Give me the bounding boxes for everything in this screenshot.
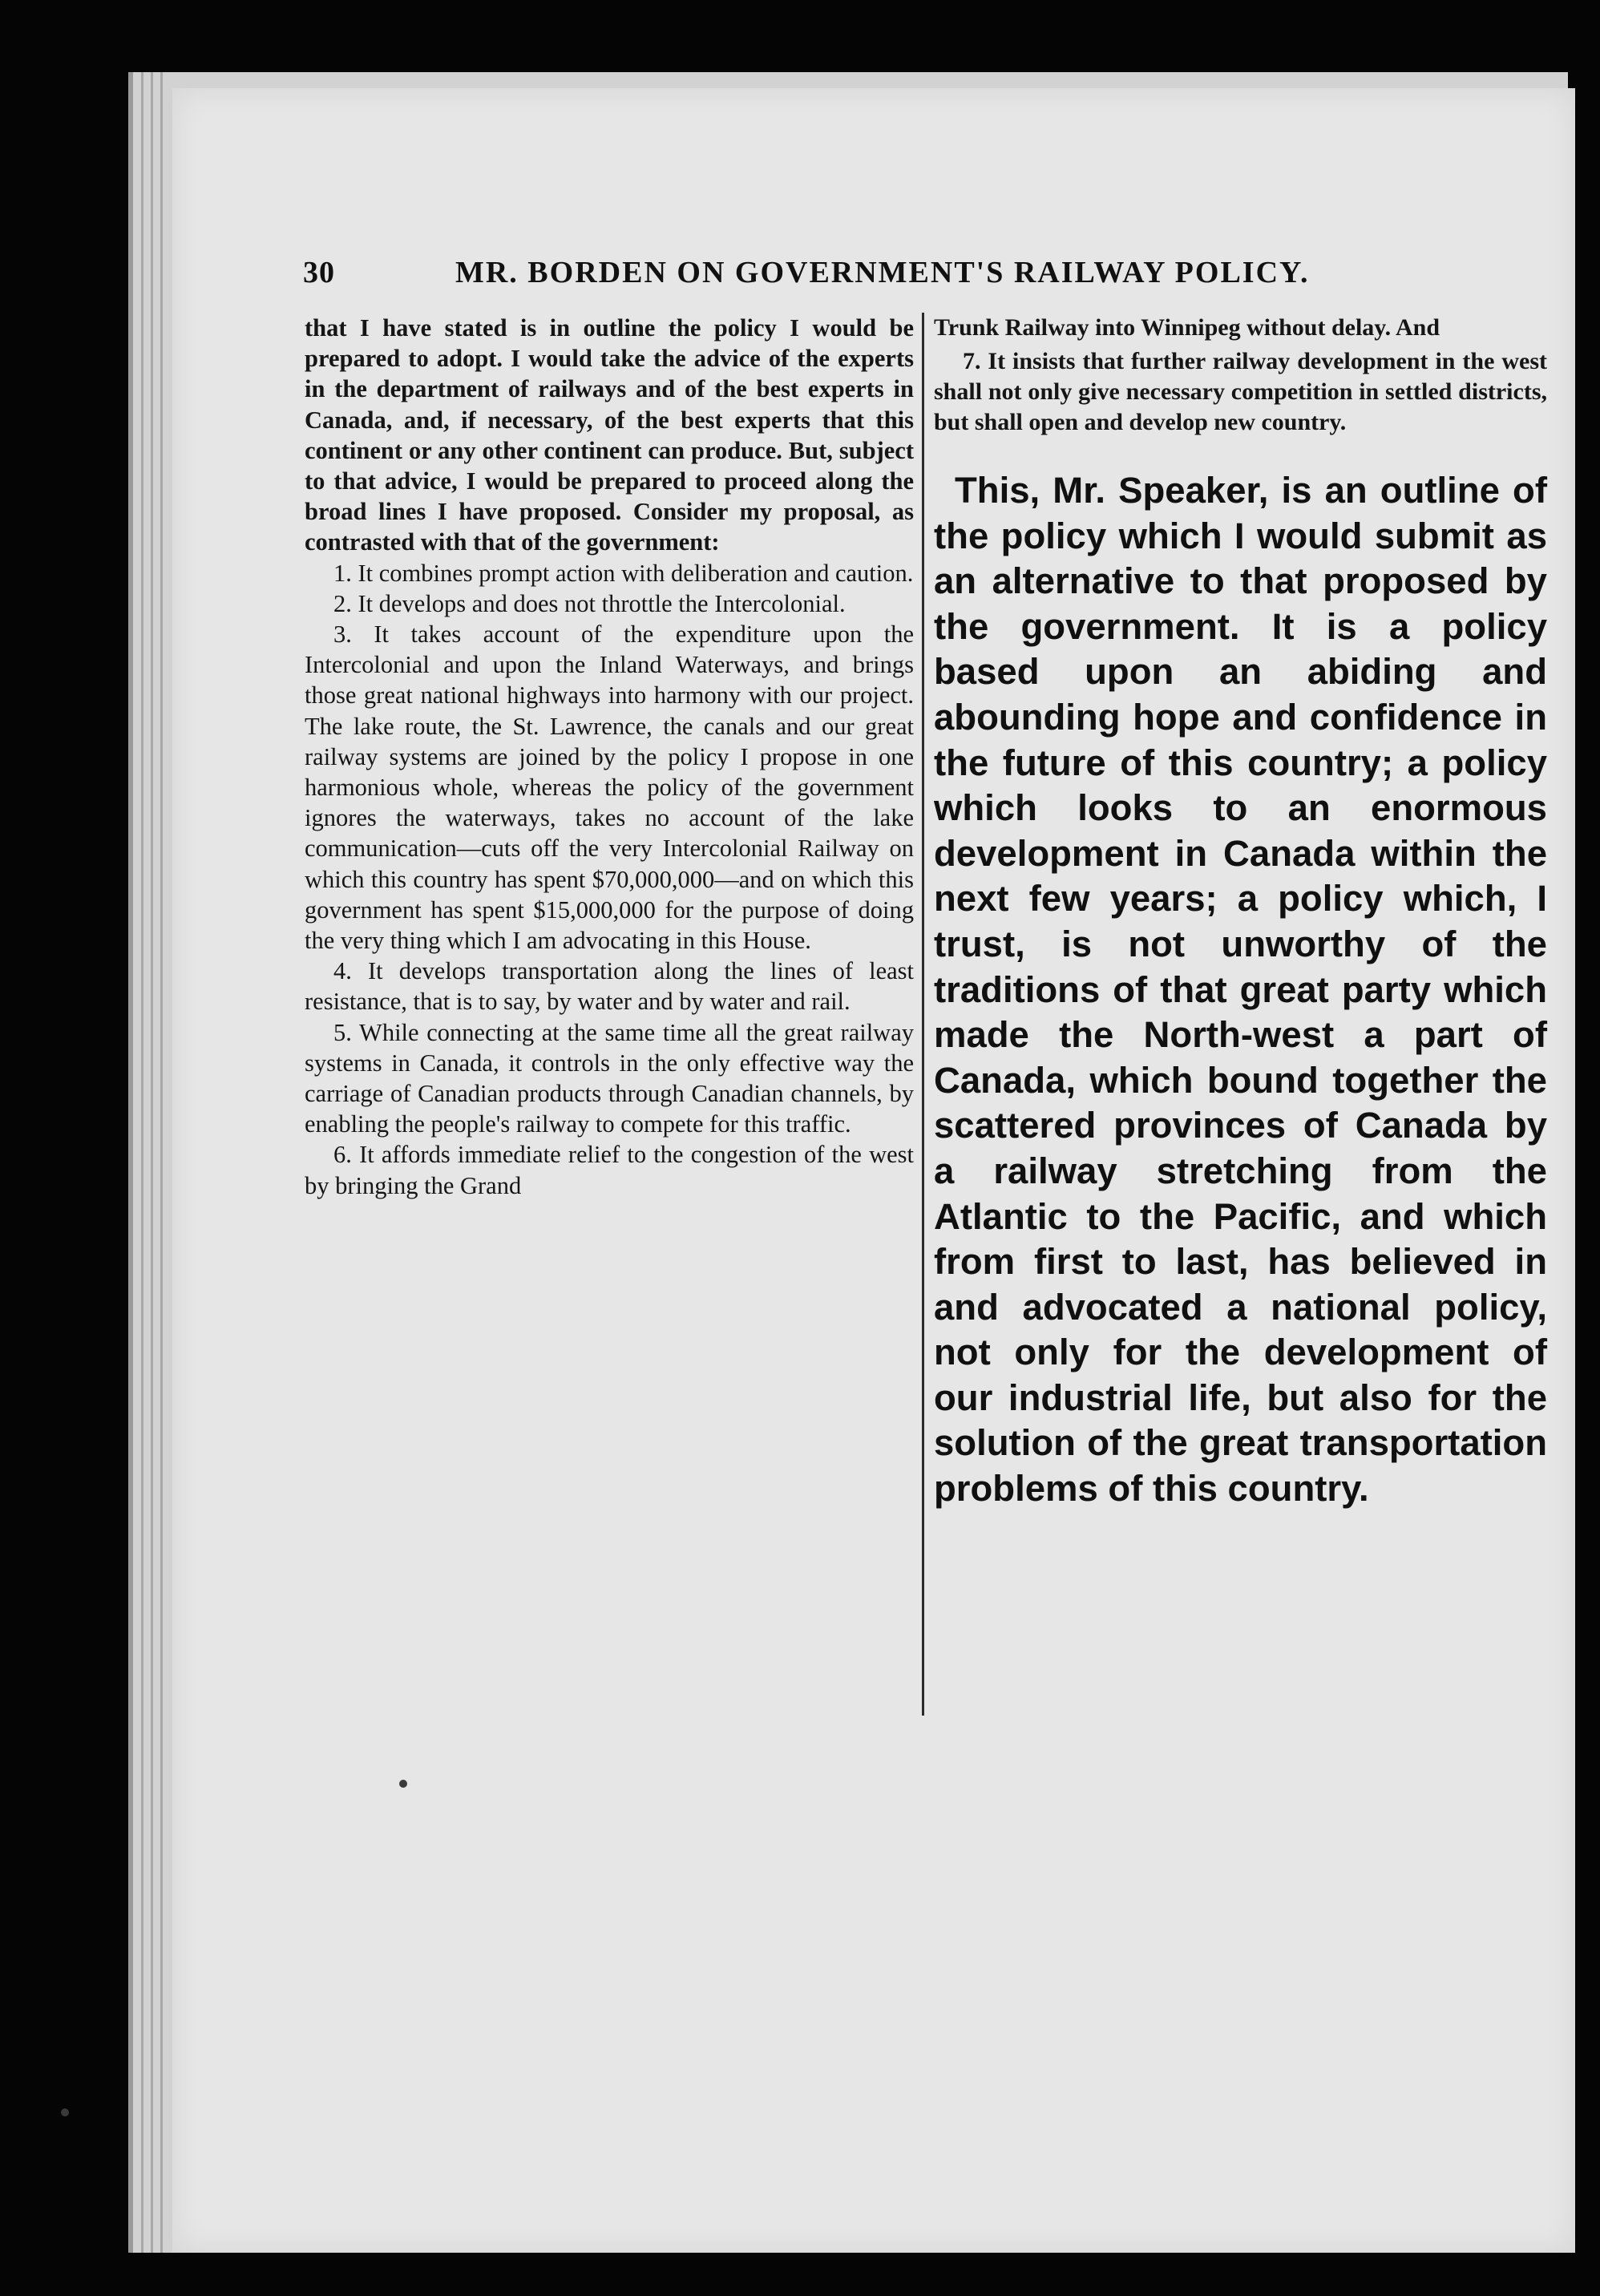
conclusion-paragraph: This, Mr. Speaker, is an outline of the policy which I would submit as an alternative to that proposed by the government. It is a policy based upon an abiding and abounding hope and confidence in the future of this country; a policy which looks to an enormous development in Canada within the next few years; a policy which, I trust, is not unworthy of the traditions of that great party which made the North-west a part of Canada, which bound together the scattered provinces of Canada by a railway stretching from the Atlantic to the Pacific, and which from first to last, has believed in and advocated a national policy, not only for the development of our industrial life, but also for the solution of the great transportation problems of this country. bbox=[934, 470, 1547, 1510]
list-item-1: 1. It combines prompt action with deliberation and caution. bbox=[333, 559, 914, 587]
running-header bbox=[303, 255, 1409, 287]
right-column bbox=[934, 313, 1547, 1512]
page-number: 30 bbox=[303, 256, 335, 289]
column-divider bbox=[922, 313, 924, 1716]
page-edge-line bbox=[151, 72, 153, 2253]
list-item-5: 5. While connecting at the same time all the great railway systems in Canada, it controls in the only effective way the carriage of Canadian products through Canadian channels, by enabling the people's railway to compete for this traffic. bbox=[305, 1018, 914, 1138]
left-intro-paragraph: that I have stated is in outline the policy I would be prepared to adopt. I would take the advice of the experts in the department of railways and of the best experts in Canada, and, if necessary, of the best experts that this continent or any other continent can produce. But, subject to that advice, I would be prepared to proceed along the broad lines I have proposed. Consider my proposal, as contrasted with that of the government: bbox=[305, 314, 914, 556]
list-item-3: 3. It takes account of the expenditure upon the Intercolonial and upon the Inland Waterways, and brings those great national highways into harmony with our project. The lake route, the St. Lawrence, the canals and our great railway systems are joined by the policy I propose in one harmonious whole, whereas the policy of the government ignores the waterways, takes no account of the lake communication—cuts off the very Intercolonial Railway on which this country has spent $70,000,000—and on which this government has spent $15,000,000 for the purpose of doing the very thing which I am advocating in this House. bbox=[305, 620, 914, 955]
ink-speck bbox=[61, 2108, 69, 2116]
left-column bbox=[305, 313, 914, 1201]
list-item-4: 4. It develops transportation along the lines of least resistance, that is to say, by water and by water and rail. bbox=[305, 957, 914, 1016]
list-item-7: 7. It insists that further railway development in the west shall not only give necessary competition in settled districts, but shall open and develop new country. bbox=[934, 348, 1547, 435]
page-edge-line bbox=[160, 72, 163, 2253]
ink-speck bbox=[399, 1780, 407, 1788]
list-item-6: 6. It affords immediate relief to the congestion of the west by bringing the Grand bbox=[305, 1141, 914, 1199]
page-edge-line bbox=[141, 72, 143, 2253]
right-continuation: Trunk Railway into Winnipeg without delay. And bbox=[934, 314, 1440, 341]
list-item-2: 2. It develops and does not throttle the Intercolonial. bbox=[333, 589, 846, 617]
running-title: MR. BORDEN ON GOVERNMENT'S RAILWAY POLICY. bbox=[455, 256, 1310, 289]
